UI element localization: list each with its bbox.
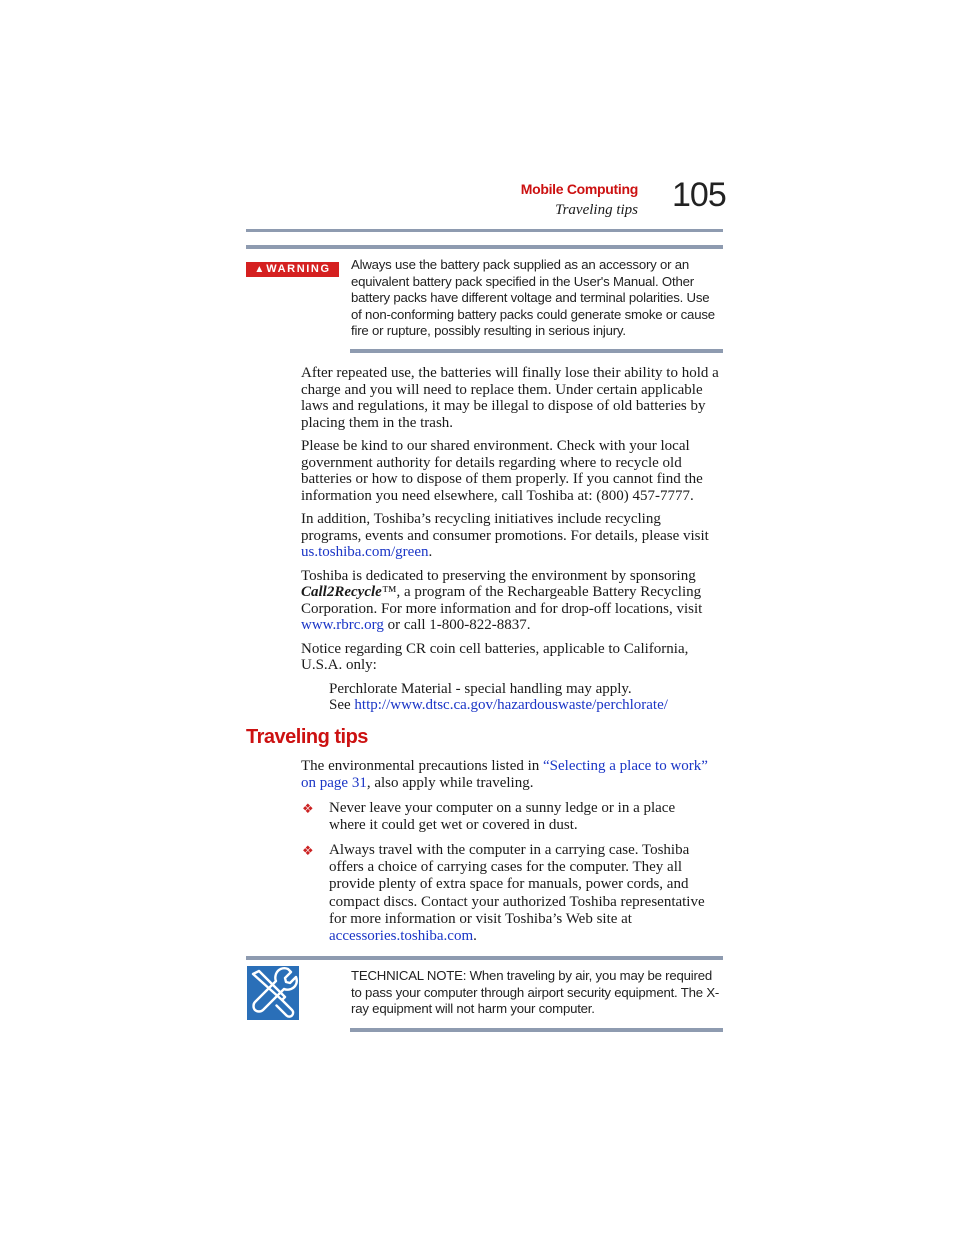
page-number: 105 — [672, 176, 726, 214]
accessories-link[interactable]: accessories.toshiba.com — [329, 928, 474, 945]
section-title: Mobile Computing — [520, 181, 638, 197]
warning-badge: ▲ WARNING — [246, 262, 339, 277]
cross-reference-link[interactable]: “Selecting a place to work” on page 31 — [301, 758, 708, 791]
green-link[interactable]: us.toshiba.com/green — [301, 544, 429, 560]
body-text — [301, 365, 723, 714]
header-divider — [246, 229, 723, 232]
subsection-title: Traveling tips — [555, 202, 638, 218]
rbrc-link[interactable]: www.rbrc.org — [301, 617, 384, 633]
technical-note-text: TECHNICAL NOTE: When traveling by air, you may be required to pass your computer through airport security equipment. The X-ray equipment will not harm your computer. — [351, 968, 720, 1017]
paragraph: The environmental precautions listed in “Selecting a place to work” on page 31, also apply while traveling. — [301, 758, 708, 791]
note-bottom-divider — [350, 1028, 723, 1032]
bullet-icon: ❖ — [302, 843, 314, 858]
paragraph: Please be kind to our shared environment. Check with your local government authority for details regarding where to recycle old batteries or how to dispose of them properly. If you cannot find the information you need elsewhere, call Toshiba at: (800) 457-7777. — [301, 438, 703, 504]
paragraph: After repeated use, the batteries will finally lose their ability to hold a charge and you will need to replace them. Under certain applicable laws and regulations, it may be illegal to dispose of old batteries by placing them in the trash. — [301, 365, 719, 431]
paragraph: In addition, Toshiba’s recycling initiatives include recycling programs, events and consumer promotions. For details, please visit us.toshiba.com/green. — [301, 511, 709, 560]
bullet-item: Never leave your computer on a sunny ledge or in a place where it could get wet or covered in dust. — [329, 800, 676, 833]
note-top-divider — [246, 956, 723, 960]
brand-name: Call2Recycle — [301, 584, 382, 600]
warning-top-divider — [246, 245, 723, 249]
section-heading: Traveling tips — [246, 726, 368, 748]
bullet-icon: ❖ — [302, 801, 314, 816]
warning-bottom-divider — [350, 349, 723, 353]
perchlorate-notice: Perchlorate Material - special handling may apply. See http://www.dtsc.ca.gov/hazardouswaste/perchlorate/ — [329, 680, 668, 713]
dtsc-link[interactable]: http://www.dtsc.ca.gov/hazardouswaste/perchlorate/ — [354, 697, 668, 713]
traveling-body — [301, 758, 723, 791]
paragraph: Notice regarding CR coin cell batteries, applicable to California, U.S.A. only: — [301, 640, 689, 673]
bullet-item: Always travel with the computer in a carrying case. Toshiba offers a choice of carrying cases for the computer. They all provide plenty of extra space for manuals, power cords, and compact discs. Contact your authorized Toshiba representative for more information or visit Toshiba’s Web site at accessories.toshiba.com. — [329, 842, 705, 945]
paragraph: Toshiba is dedicated to preserving the environment by sponsoring Call2Recycle™, a program of the Rechargeable Battery Recycling Corporation. For more information and for drop-off locations, visit www.rbrc.org or call 1-800-822-8837. — [301, 567, 703, 633]
warning-text: Always use the battery pack supplied as an accessory or an equivalent battery pack specified in the User's Manual. Other battery packs have different voltage and terminal polarities. Use of non-conforming battery packs could generate smoke or cause fire or rupture, possibly resulting in serious injury. — [351, 257, 715, 339]
wrench-icon — [247, 966, 299, 1020]
warning-triangle-icon: ▲ — [254, 264, 265, 275]
